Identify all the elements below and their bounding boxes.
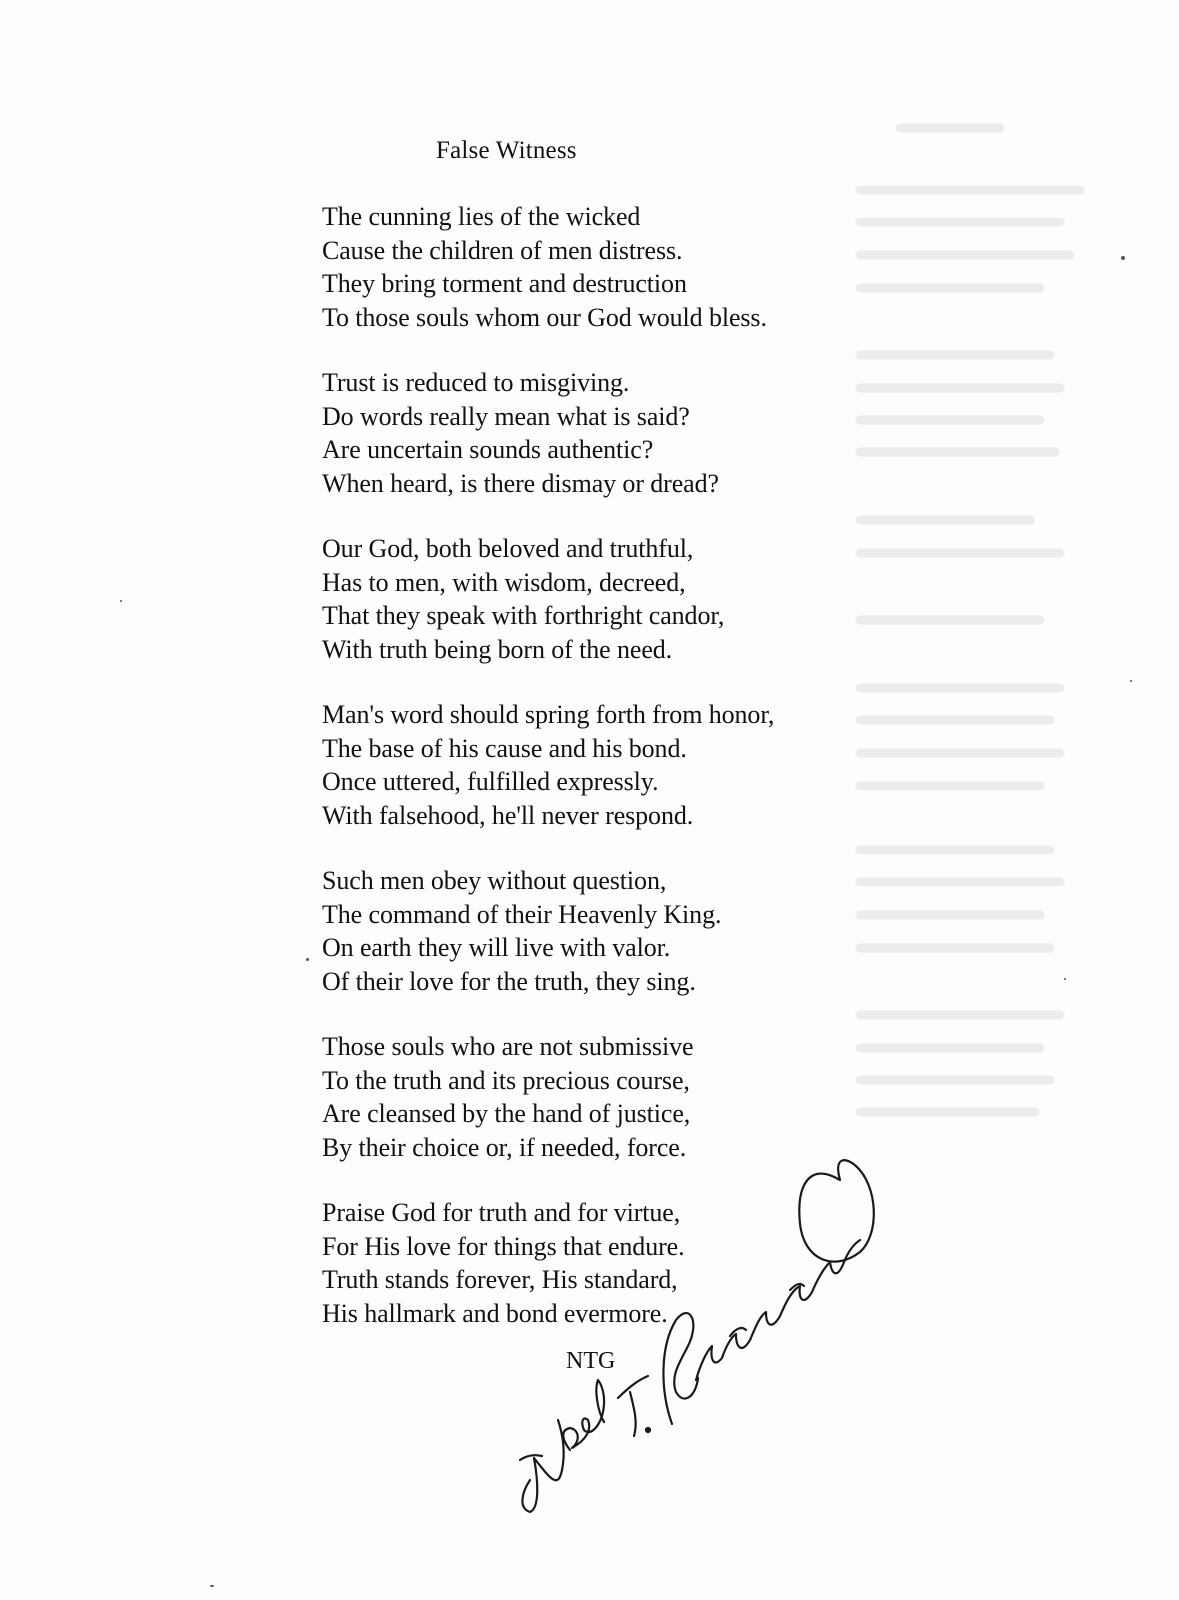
stanza <box>322 698 882 832</box>
poem-line: The cunning lies of the wicked <box>322 202 641 231</box>
poem-line: Praise God for truth and for virtue, <box>322 1198 681 1227</box>
stanza <box>322 200 882 334</box>
poem-line: The base of his cause and his bond. <box>322 733 687 763</box>
poem-line: Cause the children of men distress. <box>322 235 683 265</box>
poem-line: Those souls who are not submissive <box>322 1032 694 1061</box>
author-initials: NTG <box>566 1348 616 1374</box>
scan-speck <box>1121 256 1125 260</box>
poem-line: To the truth and its precious course, <box>322 1065 690 1095</box>
poem-line: Man's word should spring forth from honor, <box>322 700 775 729</box>
poem-line: For His love for things that endure. <box>322 1231 685 1261</box>
stanza <box>322 532 882 666</box>
scan-speck <box>120 600 122 602</box>
poem-line: Are cleansed by the hand of justice, <box>322 1099 691 1128</box>
poem-line: Once uttered, fulfilled expressly. <box>322 767 659 796</box>
scan-speck <box>210 1585 214 1587</box>
poem-line: His hallmark and bond evermore. <box>322 1298 668 1328</box>
poem-line: On earth they will live with valor. <box>322 933 671 962</box>
poem-line: With falsehood, he'll never respond. <box>322 800 694 830</box>
poem-line: Such men obey without question, <box>322 866 667 895</box>
poem-line: Truth stands forever, His standard, <box>322 1265 678 1294</box>
scan-speck <box>306 958 309 961</box>
scan-speck <box>1064 978 1066 980</box>
poem-line: Of their love for the truth, they sing. <box>322 966 696 996</box>
poem-line: Trust is reduced to misgiving. <box>322 368 630 397</box>
poem-line: Are uncertain sounds authentic? <box>322 435 654 464</box>
poem-line: By their choice or, if needed, force. <box>322 1132 687 1162</box>
poem-line: With truth being born of the need. <box>322 634 673 664</box>
poem-line: When heard, is there dismay or dread? <box>322 468 719 498</box>
stanza <box>322 366 882 500</box>
poem-line: Our God, both beloved and truthful, <box>322 534 694 563</box>
poem-line: They bring torment and destruction <box>322 269 687 298</box>
poem-line: Do words really mean what is said? <box>322 401 690 431</box>
stanza <box>322 864 882 998</box>
poem-line: The command of their Heavenly King. <box>322 899 722 929</box>
poem-line: That they speak with forthright candor, <box>322 601 725 630</box>
poem-line: Has to men, with wisdom, decreed, <box>322 567 686 597</box>
scan-speck <box>1130 680 1132 682</box>
poem-line: To those souls whom our God would bless. <box>322 302 767 332</box>
handwritten-signature <box>500 1140 900 1530</box>
poem-title: False Witness <box>436 137 577 164</box>
